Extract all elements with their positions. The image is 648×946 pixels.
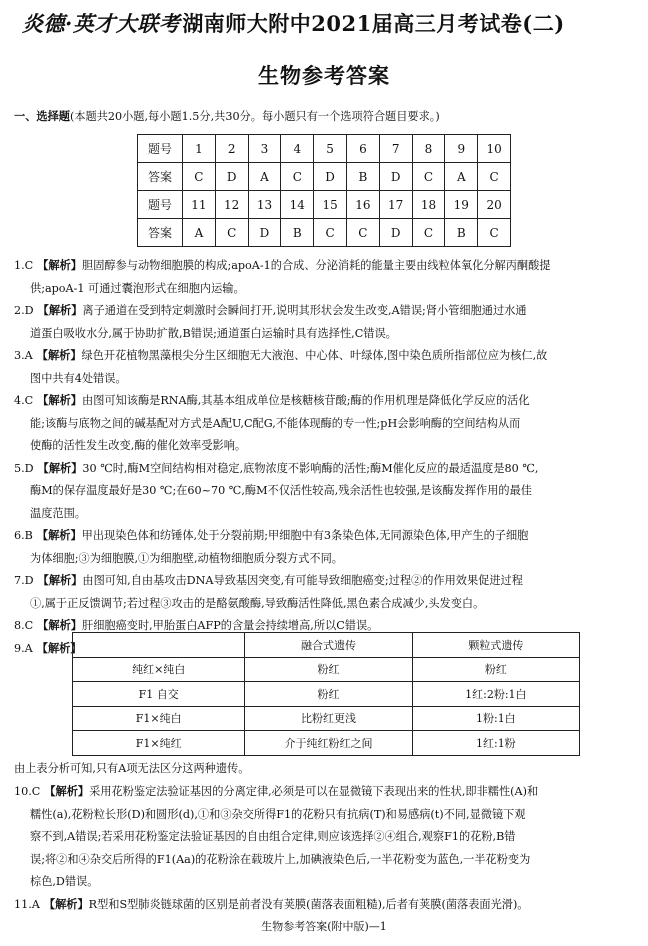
explanation-item <box>14 570 634 615</box>
analysis-tag: 【解析】 <box>37 461 83 475</box>
genetics-table-cell: 粉红 <box>245 657 412 682</box>
answer-table-cell: 18 <box>412 191 445 219</box>
genetics-table-cell: F1×纯红 <box>73 731 245 756</box>
explanation-text: 绿色开花植物黑藻根尖分生区细胞无大液泡、中心体、叶绿体,图中染色质所指部位应为核仁,故 <box>81 349 548 362</box>
analysis-tag: 【解析】 <box>36 349 82 362</box>
genetics-table-cell <box>73 633 245 658</box>
analysis-tag: 【解析】 <box>37 394 82 407</box>
explanation-text: 棕色,D错误。 <box>30 875 99 888</box>
table-conclusion <box>14 758 634 781</box>
explanation-text: 使酶的活性发生改变,酶的催化效率受影响。 <box>30 439 247 452</box>
genetics-table-cell: 比粉红更浅 <box>245 706 412 731</box>
exam-title: 湖南师大附中2021届高三月考试卷(二) <box>182 11 565 36</box>
explanation-first-line <box>14 390 634 413</box>
explanation-text: R型和S型肺炎链球菌的区别是前者没有荚膜(菌落表面粗糙),后者有荚膜(菌落表面光滑)。 <box>88 897 529 911</box>
genetics-table-cell: 1红:2粉:1白 <box>412 682 579 707</box>
genetics-table-cell: 1红:1粉 <box>412 731 579 756</box>
analysis-tag: 【解析】 <box>36 641 82 655</box>
answer-table-cell: 3 <box>248 135 281 163</box>
analysis-tag: 【解析】 <box>36 529 82 542</box>
answer-table-cell: C <box>215 219 248 247</box>
analysis-tag: 【解析】 <box>37 574 83 587</box>
explanation-text: 30 ℃时,酶M空间结构相对稳定,底物浓度不影响酶的活性;酶M催化反应的最适温度是80 ℃, <box>82 461 539 475</box>
answer-table-cell: 17 <box>379 191 412 219</box>
explanation-text: 胆固醇参与动物细胞膜的构成;apoA-1的合成、分泌消耗的能量主要由线粒体氧化分解丙酮酸提 <box>82 259 551 272</box>
explanation-text: 酶M的保存温度最好是30 ℃;在60~70 ℃,酶M不仅活性较高,残余活性也较强,是该酶发挥作用的最佳 <box>30 484 532 497</box>
analysis-tag: 【解析】 <box>37 619 82 632</box>
question-number: 10.C <box>14 785 41 798</box>
explanations-block-2 <box>14 781 634 916</box>
answer-table-cell: D <box>379 163 412 191</box>
answer-table-cell: A <box>248 163 281 191</box>
genetics-table-header <box>73 633 580 658</box>
genetics-table-row <box>73 731 580 756</box>
answer-table-cell: D <box>379 219 412 247</box>
analysis-tag: 【解析】 <box>37 304 83 317</box>
question-number: 4.C <box>14 394 34 407</box>
answer-table-cell: C <box>346 219 379 247</box>
question-number: 9.A <box>14 641 33 655</box>
answer-table-cell: C <box>281 163 314 191</box>
answer-table-cell: 4 <box>281 135 314 163</box>
explanation-text: 肝细胞癌变时,甲胎蛋白AFP的含量会持续增高,所以C错误。 <box>82 619 379 632</box>
answer-table-row <box>138 219 511 247</box>
explanation-text: 由图可知该酶是RNA酶,其基本组成单位是核糖核苷酸;酶的作用机理是降低化学反应的活化 <box>82 394 530 407</box>
section-label: 一、选择题 <box>14 110 70 123</box>
answer-table-cell: 5 <box>314 135 347 163</box>
explanation-item <box>14 300 634 345</box>
answer-table-cell: 15 <box>314 191 347 219</box>
explanation-first-line <box>14 255 634 278</box>
section-description: (本题共20小题,每小题1.5分,共30分。每小题只有一个选项符合题目要求。) <box>69 110 440 123</box>
answer-table <box>137 134 511 247</box>
answer-table-cell: C <box>183 163 216 191</box>
explanation-item <box>14 781 634 894</box>
genetics-table-cell: 介于纯红粉红之间 <box>245 731 412 756</box>
explanation-text: 离子通道在受到特定刺激时会瞬间打开,说明其形状会发生改变,A错误;肾小管细胞通过水通 <box>82 304 527 317</box>
genetics-table-row <box>73 706 580 731</box>
question-number: 3.A <box>14 349 33 362</box>
explanation-first-line <box>14 300 634 323</box>
answer-table-cell: 13 <box>248 191 281 219</box>
answer-table-cell: A <box>445 163 478 191</box>
answer-table-cell: D <box>314 163 347 191</box>
explanation-first-line <box>14 570 634 593</box>
answer-table-cell: 16 <box>346 191 379 219</box>
answer-table-cell: 19 <box>445 191 478 219</box>
genetics-table-cell: 粉红 <box>412 657 579 682</box>
answer-table-cell: B <box>281 219 314 247</box>
document-title: 生物参考答案 <box>258 64 390 88</box>
brand-logo-text: 炎德·英才大联考 <box>22 11 181 36</box>
explanation-text: 能;该酶与底物之间的碱基配对方式是A配U,C配G,不能体现酶的专一性;pH会影响酶的空间结构从而 <box>30 416 521 430</box>
answer-table-cell: 6 <box>346 135 379 163</box>
explanation-item <box>14 894 634 917</box>
answer-table-cell: 14 <box>281 191 314 219</box>
section-heading <box>14 108 440 124</box>
analysis-tag: 【解析】 <box>44 785 90 798</box>
genetics-table-cell: F1 自交 <box>73 682 245 707</box>
answer-table-cell: 20 <box>478 191 511 219</box>
answer-table-cell: 1 <box>183 135 216 163</box>
genetics-table-row <box>73 682 580 707</box>
explanation-first-line <box>14 458 634 481</box>
question-number: 8.C <box>14 619 34 632</box>
answer-table-row-label: 题号 <box>138 135 183 163</box>
answer-table-row-label: 题号 <box>138 191 183 219</box>
explanation-text: 采用花粉鉴定法验证基因的分离定律,必须是可以在显微镜下表现出来的性状,即非糯性(A)和 <box>89 785 539 798</box>
explanation-text: 道蛋白吸收水分,属于协助扩散,B错误;通道蛋白运输时具有选择性,C错误。 <box>30 326 397 340</box>
genetics-table-cell: 粉红 <box>245 682 412 707</box>
explanation-text: ①,属于正反馈调节;若过程③攻击的是酪氨酸酶,导致酶活性降低,黑色素合成减少,头发变白。 <box>30 596 485 610</box>
answer-table-cell: C <box>478 163 511 191</box>
explanation-text: 甲出现染色体和纺锤体,处于分裂前期;甲细胞中有3条染色体,无同源染色体,甲产生的子细胞 <box>81 529 529 542</box>
answer-table-row <box>138 135 511 163</box>
answer-table-cell: C <box>412 219 445 247</box>
answer-table-cell: 7 <box>379 135 412 163</box>
explanation-first-line <box>14 894 634 917</box>
explanation-text: 由图可知,自由基攻击DNA导致基因突变,有可能导致细胞癌变;过程②的作用效果促进过程 <box>82 574 523 587</box>
explanation-text: 误;将②和④杂交后所得的F1(Aa)的花粉涂在载玻片上,加碘液染色后,一半花粉变为蓝色,一半花粉变为 <box>30 852 531 866</box>
genetics-table-cell: F1×纯白 <box>73 706 245 731</box>
answer-table-cell: D <box>215 163 248 191</box>
explanation-first-line <box>14 781 634 804</box>
answer-table-cell: 11 <box>183 191 216 219</box>
explanation-item <box>14 390 634 458</box>
genetics-table-cell: 融合式遗传 <box>245 633 412 658</box>
answer-table-row-label: 答案 <box>138 163 183 191</box>
answer-table-cell: B <box>445 219 478 247</box>
question-number: 6.B <box>14 529 33 542</box>
page-footer: 生物参考答案(附中版)—1 <box>261 920 387 933</box>
question-number: 7.D <box>14 574 34 587</box>
genetics-table-cell: 颗粒式遗传 <box>412 633 579 658</box>
question-number: 11.A <box>14 897 40 911</box>
explanation-text: 为体细胞;③为细胞膜,①为细胞壁,动植物细胞质分裂方式不同。 <box>30 551 343 565</box>
question-number: 5.D <box>14 461 34 475</box>
answer-table-cell: 9 <box>445 135 478 163</box>
explanation-item <box>14 345 634 390</box>
explanation-item <box>14 458 634 526</box>
explanation-item <box>14 525 634 570</box>
answer-table-cell: 8 <box>412 135 445 163</box>
genetics-table-cell: 1粉:1白 <box>412 706 579 731</box>
conclusion-text: 由上表分析可知,只有A项无法区分这两种遗传。 <box>14 762 250 775</box>
answer-table-cell: 10 <box>478 135 511 163</box>
explanations-block <box>14 255 634 660</box>
explanation-text: 温度范围。 <box>30 506 86 520</box>
answer-table-row-label: 答案 <box>138 219 183 247</box>
answer-table-cell: B <box>346 163 379 191</box>
question-number: 1.C <box>14 259 34 272</box>
genetics-table-row <box>73 657 580 682</box>
analysis-tag: 【解析】 <box>37 259 82 272</box>
answer-table-row <box>138 163 511 191</box>
explanation-first-line <box>14 345 634 368</box>
analysis-tag: 【解析】 <box>43 897 89 911</box>
question-number: 2.D <box>14 304 34 317</box>
explanation-item <box>14 255 634 300</box>
explanation-first-line <box>14 525 634 548</box>
explanation-text: 供;apoA-1 可通过囊泡形式在细胞内运输。 <box>30 281 245 295</box>
genetics-table-cell: 纯红×纯白 <box>73 657 245 682</box>
exam-header <box>22 8 626 42</box>
answer-table-cell: C <box>412 163 445 191</box>
explanation-text: 察不到,A错误;若采用花粉鉴定法验证基因的自由组合定律,则应该选择②④组合,观察F1的花粉,B错 <box>30 830 516 843</box>
answer-table-cell: 2 <box>215 135 248 163</box>
answer-table-cell: D <box>248 219 281 247</box>
answer-table-cell: A <box>183 219 216 247</box>
explanation-text: 糯性(a),花粉粒长形(D)和圆形(d),①和③杂交所得F1的花粉只有抗病(T)和易感病(t)不同,显微镜下观 <box>30 807 526 821</box>
answer-table-cell: C <box>478 219 511 247</box>
explanation-text: 图中共有4处错误。 <box>30 371 127 385</box>
genetics-table <box>72 632 580 756</box>
answer-table-cell: 12 <box>215 191 248 219</box>
answer-table-cell: C <box>314 219 347 247</box>
answer-table-row <box>138 191 511 219</box>
